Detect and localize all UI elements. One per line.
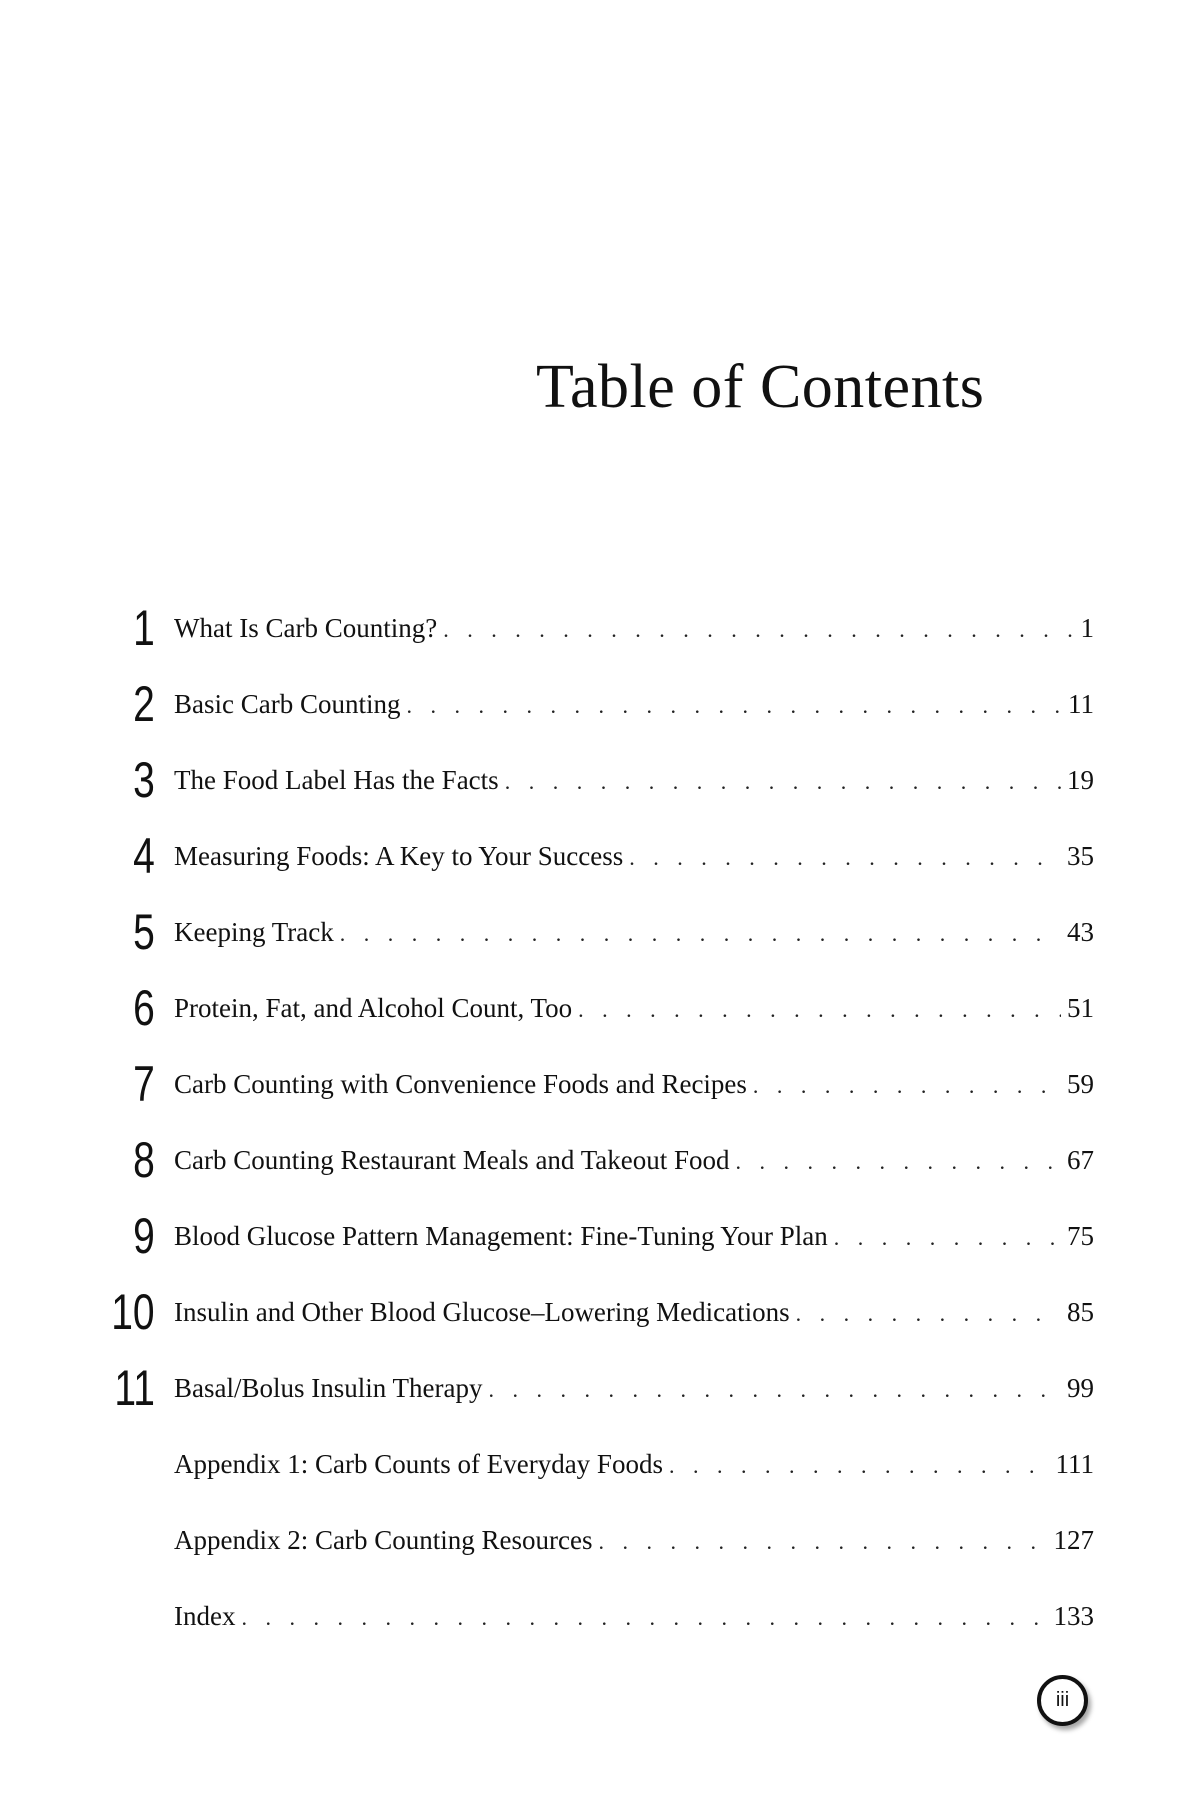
page-folio-badge: iii <box>1037 1675 1088 1726</box>
dot-leader <box>753 1056 1061 1116</box>
entry-title: Appendix 2: Carb Counting Resources <box>174 1525 593 1555</box>
toc-entry[interactable] <box>0 674 1200 734</box>
entry-title: Insulin and Other Blood Glucose–Lowering Medications <box>174 1297 790 1327</box>
toc-entry[interactable] <box>0 826 1200 886</box>
toc-entry[interactable] <box>0 1206 1200 1266</box>
dot-leader <box>488 1360 1061 1420</box>
page-number: 99 <box>1067 1373 1094 1403</box>
chapter-number: 6 <box>133 980 155 1036</box>
entry-title: Carb Counting with Convenience Foods and Recipes <box>174 1069 747 1099</box>
page-number: 85 <box>1067 1297 1094 1327</box>
toc-entry[interactable] <box>0 598 1200 658</box>
dot-leader <box>340 904 1061 964</box>
page-number: 133 <box>1053 1601 1094 1631</box>
page-number: 59 <box>1067 1069 1094 1099</box>
chapter-number: 5 <box>133 904 155 960</box>
toc-entry[interactable] <box>0 1358 1200 1418</box>
page-title: Table of Contents <box>536 353 985 421</box>
entry-title: Basic Carb Counting <box>174 689 401 719</box>
dot-leader <box>505 752 1061 812</box>
toc-entry[interactable] <box>0 1054 1200 1114</box>
page-number: 111 <box>1055 1449 1094 1479</box>
page-number: 51 <box>1067 993 1094 1023</box>
entry-title: Blood Glucose Pattern Management: Fine-Tuning Your Plan <box>174 1221 828 1251</box>
dot-leader <box>578 980 1061 1040</box>
dot-leader <box>406 676 1062 736</box>
entry-title: Keeping Track <box>174 917 334 947</box>
chapter-number: 2 <box>133 676 155 732</box>
page-number: 75 <box>1067 1221 1094 1251</box>
chapter-number: 3 <box>133 752 155 808</box>
dot-leader <box>241 1588 1047 1648</box>
page-number: 43 <box>1067 917 1094 947</box>
dot-leader <box>736 1132 1061 1192</box>
page-number: 127 <box>1053 1525 1094 1555</box>
toc-entry[interactable] <box>0 750 1200 810</box>
chapter-number: 4 <box>133 828 155 884</box>
dot-leader <box>669 1436 1050 1496</box>
dot-leader <box>629 828 1061 888</box>
entry-title: Protein, Fat, and Alcohol Count, Too <box>174 993 573 1023</box>
page-number: 11 <box>1068 689 1094 719</box>
chapter-number: 9 <box>133 1208 155 1264</box>
chapter-number: 1 <box>133 600 155 656</box>
chapter-number: 8 <box>133 1132 155 1188</box>
entry-title: Carb Counting Restaurant Meals and Takeout Food <box>174 1145 730 1175</box>
toc-entry[interactable] <box>0 1282 1200 1342</box>
page-number: 19 <box>1067 765 1094 795</box>
entry-title: What Is Carb Counting? <box>174 613 438 643</box>
entry-title: Basal/Bolus Insulin Therapy <box>174 1373 483 1403</box>
toc-entry[interactable] <box>0 902 1200 962</box>
chapter-number: 10 <box>111 1284 155 1340</box>
page-number: 35 <box>1067 841 1094 871</box>
entry-title: Measuring Foods: A Key to Your Success <box>174 841 624 871</box>
dot-leader <box>598 1512 1047 1572</box>
page-number: 67 <box>1067 1145 1094 1175</box>
toc-entry[interactable] <box>0 1434 1200 1494</box>
entry-title: Appendix 1: Carb Counts of Everyday Foods <box>174 1449 663 1479</box>
chapter-number: 11 <box>114 1360 155 1416</box>
page-number: 1 <box>1080 613 1094 643</box>
dot-leader <box>834 1208 1061 1268</box>
toc-entry[interactable] <box>0 1130 1200 1190</box>
toc-entry[interactable] <box>0 978 1200 1038</box>
dot-leader <box>443 600 1074 660</box>
chapter-number: 7 <box>133 1056 155 1112</box>
entry-title: Index <box>174 1601 236 1631</box>
entry-title: The Food Label Has the Facts <box>174 765 499 795</box>
toc-entry[interactable] <box>0 1510 1200 1570</box>
dot-leader <box>796 1284 1061 1344</box>
toc-entry[interactable] <box>0 1586 1200 1646</box>
